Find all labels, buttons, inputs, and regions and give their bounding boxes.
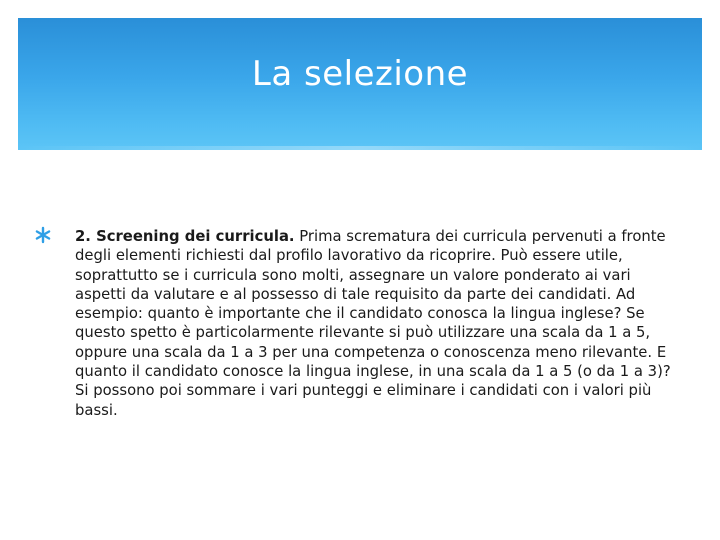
slide-title: La selezione — [251, 54, 469, 94]
body-text: Prima scrematura dei curricula pervenuti a fronte degli elementi richiesti dal profilo lavorativo da ricoprire. Può essere utile, soprattutto se i curricula sono molti, assegnare un valore ponderato ai vari aspetti da valutare e al possesso di tale requisito da parte dei candidati. Ad esempio: quanto è importante che il candidato conosca la lingua inglese? Se questo spetto è particolarmente rilevante si può utilizzare una scala da 1 a 5, oppure una scala da 1 a 3 per una competenza o conoscenza meno rilevante. E quanto il candidato conosce la lingua inglese, in una scala da 1 a 5 (o da 1 a 3)? Si possono poi sommare i vari punteggi e eliminare i candidati con i valori più bassi. — [75, 228, 671, 419]
title-banner — [18, 18, 702, 150]
asterisk-icon-svg — [34, 226, 52, 244]
banner-edge — [18, 146, 702, 150]
asterisk-icon — [34, 226, 54, 246]
body-paragraph — [75, 227, 673, 420]
body-lead: 2. Screening dei curricula. — [75, 228, 295, 245]
